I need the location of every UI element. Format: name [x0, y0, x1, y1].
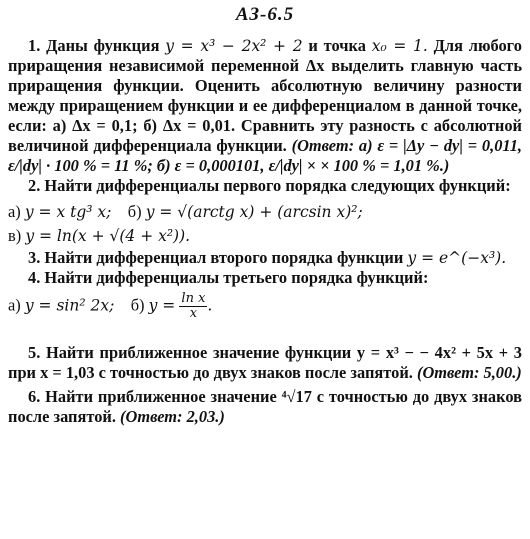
problem-2-row-2 [8, 224, 522, 248]
problem-6 [8, 387, 522, 427]
problem-4b-lhs: y = [148, 296, 176, 315]
problem-4-row [8, 292, 522, 321]
problem-1-number: 1. [28, 36, 41, 55]
problem-3-expression: y = e^(−x³). [407, 249, 507, 267]
problem-2b-expression: y = √(arctg x) + (arcsin x)²; [145, 203, 363, 221]
problem-5-text: Найти приближенное значение функции y = x³ − − 4x² + 5x + 3 при x = 1,03 с точностью до двух знаков после запятой. [8, 343, 522, 382]
problem-2b-label: б) [127, 202, 142, 221]
problem-2-row-1 [8, 200, 522, 224]
problem-2a-expression: y = x tg³ x; [24, 203, 112, 221]
problem-5-number: 5. [28, 343, 41, 362]
problem-2 [8, 176, 522, 196]
problem-4b-label: б) [130, 295, 145, 315]
problem-2-number: 2. [28, 176, 41, 195]
problem-6-text: Найти приближенное значение ⁴√17 с точностью до двух знаков после запятой. [8, 387, 522, 426]
problem-2c-expression: y = ln(x + √(4 + x²)). [25, 227, 191, 245]
problem-2-text: Найти дифференциалы первого порядка следующих функций: [44, 176, 511, 195]
page-title: АЗ-6.5 [235, 4, 295, 25]
problem-1-answer: (Ответ: а) ε = |Δy − dy| = 0,011, ε/|dy| · 100 % = 11 %; б) ε = 0,000101, ε/|dy| × × 100 % = 1,01 %.) [8, 136, 523, 175]
problem-1-intro: Даны функция [46, 36, 160, 55]
problem-1-function: y = x³ − 2x² + 2 [165, 37, 303, 55]
problem-5 [8, 343, 522, 383]
problem-2a-label: а) [8, 202, 21, 221]
problem-4 [8, 268, 522, 288]
problem-3-number: 3. [28, 248, 41, 267]
fraction-denominator: x [189, 306, 198, 321]
problem-4a-label: а) [8, 295, 21, 315]
problem-4-text: Найти дифференциалы третьего порядка функций: [44, 268, 429, 287]
problem-1 [8, 36, 522, 176]
problem-4b-end: . [207, 296, 213, 315]
problem-6-number: 6. [28, 387, 41, 406]
problem-3 [8, 248, 522, 268]
problem-4a-expression: y = sin² 2x; [24, 296, 115, 315]
problem-1-body: Для любого приращения независимой переменной Δx выделить главную часть приращения функции. Оценить абсолютную величину разности между приращением функции и ее дифференциалом в данной точке, если: а) Δx = 0,1; б) Δx = 0,01. Сравнить эту разность с абсолютной величиной дифференциала функции. [8, 36, 522, 155]
problem-4b-fraction [179, 292, 207, 321]
fraction-numerator: ln x [181, 291, 206, 306]
problem-4-number: 4. [28, 268, 41, 287]
problem-3-text: Найти дифференциал второго порядка функции [44, 248, 404, 267]
problem-5-answer: (Ответ: 5,00.) [416, 363, 522, 382]
problem-1-mid: и точка [308, 36, 366, 55]
problem-2c-label: в) [8, 226, 22, 245]
problem-1-point: x₀ = 1. [371, 37, 428, 55]
problem-6-answer: (Ответ: 2,03.) [120, 407, 225, 426]
